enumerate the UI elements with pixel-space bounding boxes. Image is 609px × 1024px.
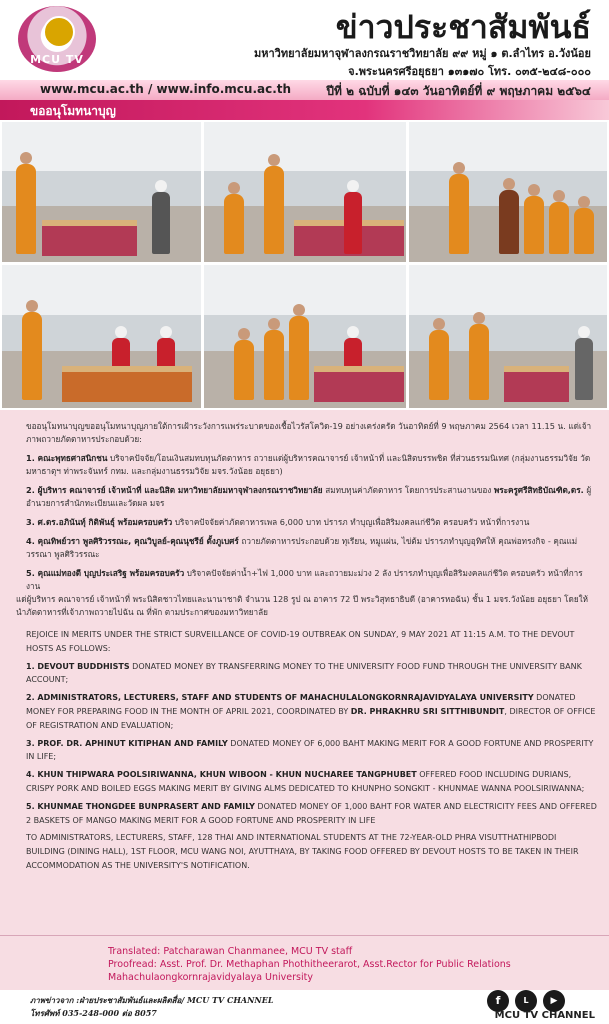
photo-collage — [0, 120, 609, 410]
category-label: ขออนุโมทนาบุญ — [30, 104, 116, 118]
monk-figure — [449, 174, 469, 254]
volunteer-figure — [344, 192, 362, 254]
english-item-4: 4. KHUN THIPWARA POOLSIRIWANNA, KHUN WIBOON - KHUN NUCHAREE TANGPHUBET OFFERED FOOD INCLUDING DURIANS, CRISPY PORK AND BOILED EGGS MAKING MERIT BY GIVING ALMS DEDICATED TO KHUNPHO SONGKIT - KHUNMAE WANNA POOLSIRIWANNA; — [26, 770, 585, 793]
address-line-1: มหาวิทยาลัยมหาจุฬาลงกรณราชวิทยาลัย ๙๙ หมู่ ๑ ต.ลำไทร อ.วังน้อย — [254, 47, 591, 60]
issue-info: ปีที่ ๒ ฉบับที่ ๑๔๓ วันอาทิตย์ที่ ๙ พฤษภาคม ๒๕๖๔ — [326, 84, 591, 98]
mcu-tv-logo — [18, 6, 96, 72]
monk-figure — [429, 330, 449, 400]
footer — [0, 990, 609, 1024]
monk-figure — [289, 316, 309, 400]
food-table — [314, 366, 404, 402]
info-bar — [0, 80, 609, 100]
channel-name: MCU TV CHANNEL — [494, 1010, 595, 1021]
photo-3 — [409, 122, 607, 262]
photo-credit: ภาพข่าวจาก :ฝ่ายประชาสัมพันธ์และผลิตสื่อ/ MCU TV CHANNEL — [30, 995, 274, 1005]
page-title: ข่าวประชาสัมพันธ์ — [335, 8, 591, 46]
youtube-icon[interactable]: ▶ — [543, 990, 565, 1012]
thai-item-3: 3. ศ.ดร.อภินันท์ุ กิติพันธ์ุ พร้อมครอบครัว บริจาคปัจจัยค่าภัตตาหารเพล 6,000 บาท ปรารภ ทำบุญเพื่อสิริมงคลแก่ชีวิต ครอบครัว หน้าที่การงาน — [26, 517, 530, 527]
photo-2 — [204, 122, 406, 262]
credits — [108, 945, 511, 984]
english-item-5: 5. KHUNMAE THONGDEE BUNPRASERT AND FAMILY DONATED MONEY OF 1,000 BAHT FOR WATER AND ELECTRICITY FEES AND OFFERED 2 BASKETS OF MANGO MAKING MERIT FOR A GOOD FORTUNE AND PROSPERITY IN LIFE — [26, 801, 597, 825]
english-item-1: 1. DEVOUT BUDDHISTS DONATED MONEY BY TRANSFERRING MONEY TO THE UNIVERSITY FOOD FUND THROUGH THE UNIVERSITY BANK ACCOUNT; — [26, 661, 582, 685]
photo-6 — [409, 265, 607, 408]
line-icon[interactable]: L — [515, 990, 537, 1012]
photo-1 — [2, 122, 201, 262]
proofreader-credit: Proofread: Asst. Prof. Dr. Methaphan Phothitheerarot, Asst.Rector for Public Relations — [108, 959, 511, 970]
facebook-icon[interactable]: f — [487, 990, 509, 1012]
food-table — [62, 366, 192, 402]
monk-figure — [234, 340, 254, 400]
translator-credit: Translated: Patcharawan Chanmanee, MCU TV staff — [108, 946, 353, 957]
monk-figure — [16, 164, 36, 254]
food-table — [42, 220, 137, 256]
thai-intro: ขออนุโมทนาบุญขออนุโมทนาบุญภายใต้การเฝ้าระวังการแพร่ระบาดของเชื้อไวรัสโควิด-19 อย่างเคร่งครัด วันอาทิตย์ที่ 9 พฤษภาคม 2564 เวลา 11.15 น. แด่เจ้าภาพถวายภัตตาหารประกอบด้วย: — [26, 421, 592, 444]
monk-figure — [469, 324, 489, 400]
english-closing: TO ADMINISTRATORS, LECTURERS, STAFF, 128 THAI AND INTERNATIONAL STUDENTS AT THE 72-YEAR-OLD PHRA VISUTTHATHIPBODI BUILDING (DINING HALL), 1ST FLOOR, MCU WANG NOI, AYUTTHAYA, BY TAKING FOOD OFFERED BY DEVOUT HOSTS TO BE TAKEN IN THEIR ACCOMMODATION AS THE UNIVERSITY'S NOTIFICATION. — [26, 833, 579, 870]
english-intro: REJOICE IN MERITS UNDER THE STRICT SURVEILLANCE OF COVID-19 OUTBREAK ON SUNDAY, 9 MAY 2021 AT 11:15 A.M. TO THE DEVOUT HOSTS AS FOLLOWS: — [26, 630, 575, 653]
thai-item-5: 5. คุณแม่ทองดี บุญประเสริฐ พร้อมครอบครัว บริจาคปัจจัยค่าน้ำ+ไฟ 1,000 บาท และถวายมะม่วง 2 ลัง ปรารภทำบุญเพื่อสิริมงคลแก่ชีวิต ครอบครัว หน้าที่การงาน — [26, 568, 583, 591]
header — [0, 0, 609, 80]
thai-closing: แด่ผู้บริหาร คณาจารย์ เจ้าหน้าที่ พระนิสิตชาวไทยและนานาชาติ จำนวน 128 รูป ณ อาคาร 72 ปี พระวิสุทธาธิบดี (อาคารหอฉัน) ชั้น 1 มจร.วังน้อย อยุธยา โดยให้นำภัตตาหารที่เจ้าภาพถวายไปฉัน ณ ที่พัก ตามประกาศของมหาวิทยาลัย — [16, 594, 589, 617]
thai-article — [0, 420, 609, 619]
thai-item-1: 1. คณะพุทธศาสนิกชน บริจาคปัจจัย/โอนเงินสมทบทุนภัตตาหาร ถวายแด่ผู้บริหารคณาจารย์ เจ้าหน้าที่ และนิสิตบรรพชิต ที่ส่วนธรรมนิเทศ (กลุ่มงานธรรมวิจัย วัดมหาธาตุฯ ท่าพระจันทร์ กทม. และกลุ่มงานธรรมวิจัย มจร.วังน้อย อยุธยา) — [26, 453, 591, 476]
monk-figure — [264, 166, 284, 254]
photo-4 — [2, 265, 201, 408]
thai-item-4: 4. คุณทิพย์วรา พูลศิริวรรณะ, คุณวิบูลย์-คุณนุชรีย์ ตั้งภูเบศร์ ถวายภัตตาหารประกอบด้วย ทุเรียน, หมูแผ่น, ไข่ต้ม ปรารภทำบุญอุทิศให้ คุณพ่อทรงกิจ - คุณแม่วรรณา พูลศิริวรรณะ — [26, 536, 578, 559]
monk-figure — [22, 312, 42, 400]
category-bar — [0, 100, 609, 120]
thai-item-2: 2. ผู้บริหาร คณาจารย์ เจ้าหน้าที่ และนิสิต มหาวิทยาลัยมหาจุฬาลงกรณราชวิทยาลัย สมทบทุนค่าภัตตาหาร โดยการประสานงานของ พระครูศรีสิทธิบัณฑิต,ดร. ผู้อำนวยการสำนักทะเบียนและวัดผล มจร — [26, 485, 592, 508]
monk-figure — [549, 202, 569, 254]
address-line-2: จ.พระนครศรีอยุธยา ๑๓๑๗๐ โทร. ๐๓๕-๒๔๘-๐๐๐ — [348, 65, 591, 78]
english-item-2: 2. ADMINISTRATORS, LECTURERS, STAFF AND STUDENTS OF MAHACHULALONGKORNRAJAVIDYALAYA UNIVERSITY DONATED MONEY FOR PREPARING FOOD IN THE MONTH OF APRIL 2021, COORDINATED BY DR. PHRAKHRU SRI SITTHIBUNDIT, DIRECTOR OF OFFICE OF REGISTRATION AND EVALUATION; — [26, 693, 596, 730]
monk-figure — [574, 208, 594, 254]
english-article — [0, 628, 609, 873]
website-links[interactable]: www.mcu.ac.th / www.info.mcu.ac.th — [40, 82, 292, 96]
volunteer-figure — [152, 192, 170, 254]
divider — [0, 935, 609, 936]
food-table — [504, 366, 569, 402]
monk-figure — [524, 196, 544, 254]
monk-figure — [499, 190, 519, 254]
university-credit: Mahachulaongkornrajavidyalaya University — [108, 972, 313, 983]
english-item-3: 3. PROF. DR. APHINUT KITIPHAN AND FAMILY DONATED MONEY OF 6,000 BAHT MAKING MERIT FOR A GOOD FORTUNE AND PROSPERITY IN LIFE; — [26, 738, 594, 762]
volunteer-figure — [575, 338, 593, 400]
monk-figure — [264, 330, 284, 400]
dharma-wheel-icon — [43, 16, 75, 48]
logo-text: MCU TV — [30, 53, 84, 66]
photo-5 — [204, 265, 406, 408]
monk-figure — [224, 194, 244, 254]
contact-phone: โทรศัพท์ 035-248-000 ต่อ 8057 — [30, 1008, 157, 1018]
